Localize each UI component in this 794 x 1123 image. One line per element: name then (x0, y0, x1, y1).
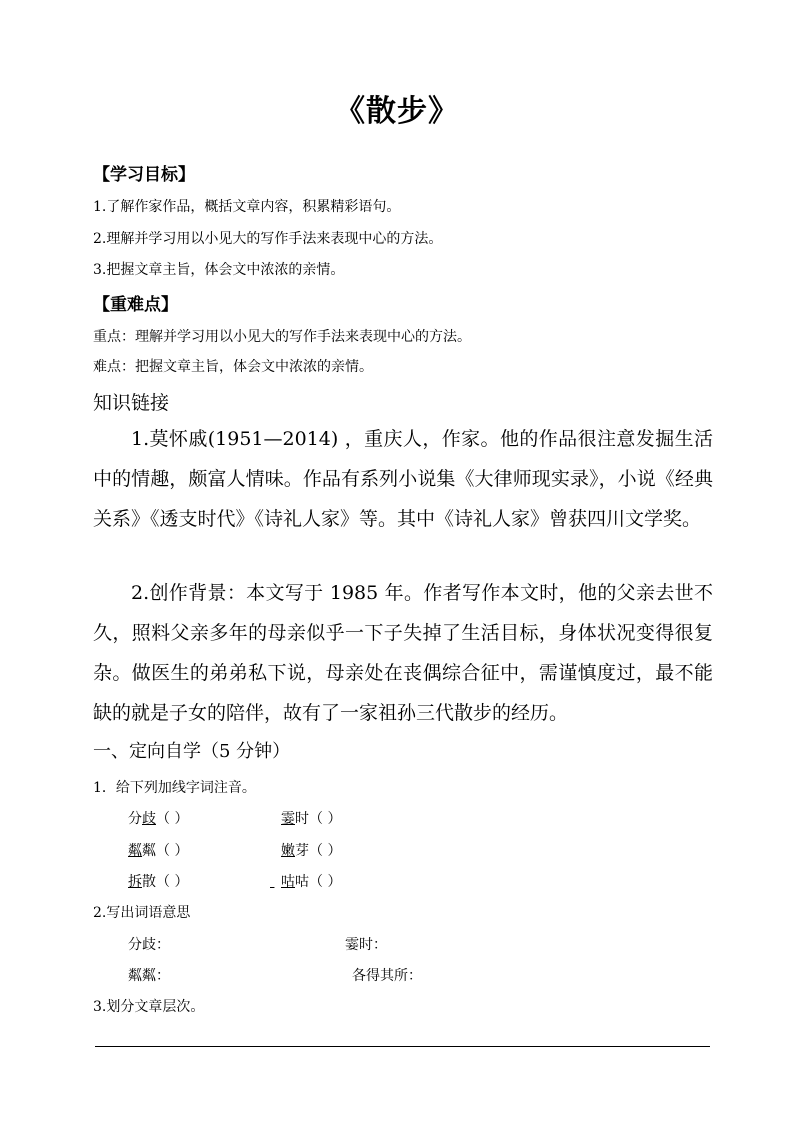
word-part: 咕 (295, 874, 309, 890)
underlined-char: 嫩 (281, 843, 295, 859)
word-part: 时 (295, 811, 309, 827)
underline-lead (270, 874, 281, 890)
pinyin-item-fenqi (128, 808, 188, 828)
underlined-char: 歧 (142, 811, 156, 827)
q3-prompt: 3.划分文章层次。 (93, 999, 205, 1015)
word-part: 芽 (295, 843, 309, 859)
knowledge-paragraph-1 (93, 419, 713, 539)
knowledge-paragraph-2 (93, 573, 713, 733)
learning-goals-heading: 【学习目标】 (93, 165, 195, 185)
answer-blank[interactable]: （ ） (309, 843, 342, 859)
q1-prompt: 1．给下列加线字词注音。 (93, 780, 256, 796)
answer-blank[interactable]: （ ） (156, 843, 189, 859)
underlined-char: 霎 (281, 811, 295, 827)
answer-blank[interactable]: （ ） (309, 874, 342, 890)
knowledge-paragraph-2-text: 2.创作背景：本文写于 1985 年。作者写作本文时，他的父亲去世不久，照料父亲多年的母亲似乎一下子失掉了生活目标，身体状况变得很复杂。做医生的弟弟私下说，母亲处在丧偶综合征中，需谨慎度过，最不能缺的就是子女的陪伴，故有了一家祖孙三代散步的经历。 (93, 582, 713, 724)
meaning-item-gedeqisuo: 各得其所： (352, 968, 422, 984)
key-point-difficulty: 难点：把握文章主旨，体会文中浓浓的亲情。 (93, 359, 373, 375)
answer-blank[interactable]: （ ） (156, 874, 189, 890)
goal-item-1: 1.了解作家作品，概括文章内容，积累精彩语句。 (93, 199, 401, 215)
underlined-char: 粼 (128, 843, 142, 859)
document-title: 《散步》 (335, 94, 459, 129)
meaning-item-linlin: 粼粼： (128, 968, 170, 984)
word-part: 散 (142, 874, 156, 890)
meaning-item-fenqi: 分歧： (128, 937, 170, 953)
answer-line (95, 1046, 710, 1047)
knowledge-paragraph-1-text: 1.莫怀戚(1951—2014) ，重庆人，作家。他的作品很注意发掘生活中的情趣，颇富人情味。作品有系列小说集《大律师现实录》，小说《经典关系》《透支时代》《诗礼人家》等。其中《诗礼人家》曾获四川文学奖。 (93, 428, 713, 530)
q2-prompt: 2.写出词语意思 (93, 905, 191, 921)
part1-heading: 一、定向自学（5 分钟） (93, 741, 291, 762)
pinyin-item-chaisan (128, 871, 188, 891)
word-part: 分 (128, 811, 142, 827)
underlined-char: 拆 (128, 874, 142, 890)
answer-blank[interactable]: （ ） (309, 811, 342, 827)
goal-item-3: 3.把握文章主旨，体会文中浓浓的亲情。 (93, 262, 345, 278)
meaning-item-shashi: 霎时： (345, 937, 387, 953)
pinyin-item-gugu (270, 871, 341, 891)
pinyin-item-linlin (128, 840, 188, 860)
knowledge-heading: 知识链接 (93, 392, 170, 414)
pinyin-item-shashi (281, 808, 341, 828)
answer-blank[interactable]: （ ） (156, 811, 189, 827)
underlined-char: 咕 (281, 874, 295, 890)
goal-item-2: 2.理解并学习用以小见大的写作手法来表现中心的方法。 (93, 231, 443, 247)
word-part: 粼 (142, 843, 156, 859)
pinyin-item-nenya (281, 840, 341, 860)
key-point-focus: 重点：理解并学习用以小见大的写作手法来表现中心的方法。 (93, 329, 471, 345)
key-points-heading: 【重难点】 (93, 295, 178, 315)
